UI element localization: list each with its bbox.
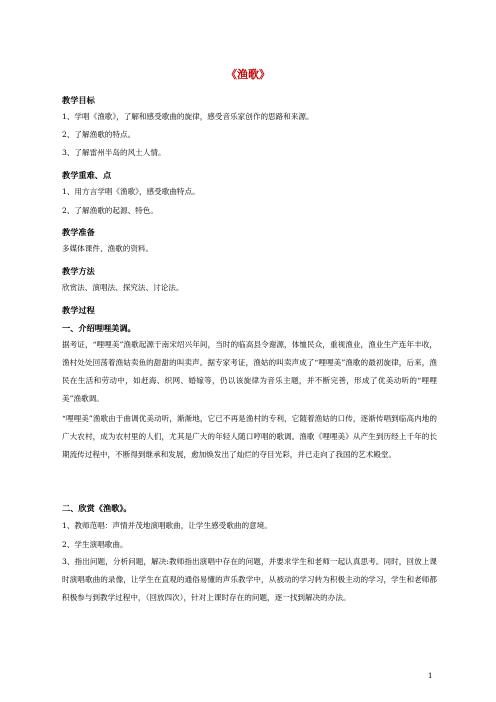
part1-paragraph-1: 据考证，“哩哩美”渔歌起源于南宋绍兴年间，当时的临高县令谢源，体恤民众，重视渔业，渔业生产连年丰收，渔村处处回荡着渔姑卖鱼的甜甜的叫卖声。据专家考证，渔姑的叫卖声成了“哩哩美”渔歌的最初旋律，后来，渔民在生活和劳动中，如赶海、织网、婚嫁等，仍以该旋律为音乐主题，并不断完善，形成了优美动听的“哩哩美”渔歌调。	[62, 340, 437, 403]
prep-text: 多媒体课件、渔歌的资料。	[62, 244, 154, 253]
document-title: 《渔歌》	[226, 68, 270, 81]
process-heading: 教学过程	[62, 305, 95, 315]
objective-item-2: 2、了解渔歌的特点。	[62, 130, 136, 139]
objective-item-3: 3、了解雷州半岛的风土人情。	[62, 148, 166, 157]
keypoint-item-1: 1、用方言学唱《渔歌》，感受歌曲特点。	[62, 187, 200, 196]
objectives-heading: 教学目标	[62, 95, 95, 105]
page-number: 1	[428, 672, 433, 680]
prep-heading: 教学准备	[62, 227, 95, 237]
objective-item-1: 1、学唱《渔歌》，了解和感受歌曲的旋律，感受音乐家创作的思路和来源。	[62, 112, 314, 121]
part2-item-2: 2、学生演唱歌曲。	[62, 540, 128, 549]
part1-heading: 一、介绍哩哩美调。	[62, 323, 136, 333]
part2-paragraph-3: 3、指出问题，分析问题，解决:教师指出演唱中存在的问题，并要求学生和老师一起认真思考。同时，回放上课时演唱歌曲的录像，让学生在直观的通俗易懂的声乐教学中，从被动的学习转为积极主动的学习，学生和老师都积极参与到教学过程中，（回放四次），针对上课时存在的问题，逐一找到解决的办法。	[62, 557, 437, 602]
keypoint-item-2: 2、了解渔歌的起源、特色。	[62, 206, 158, 215]
part2-item-1: 1、教师范唱：声情并茂地演唱歌曲，让学生感受歌曲的意境。	[62, 521, 272, 530]
methods-heading: 教学方法	[62, 266, 95, 276]
methods-text: 欣赏法、演唱法、探究法、讨论法。	[62, 283, 184, 292]
part2-heading: 二、欣赏《渔歌》。	[62, 503, 132, 513]
keypoints-heading: 教学重难、点	[62, 170, 112, 180]
part1-paragraph-2: “哩哩美”渔歌由于曲调优美动听，渐渐地，它已不再是渔村的专利，它随着渔姑的口传，逐渐传唱到临高内地的广大农村，成为农村里的人们，尤其是广大的年轻人随口哼唱的歌调。渔歌《哩哩美》从产生到历经上千年的长期流传过程中，不断得到继承和发展，愈加焕发出了灿烂的夺目光彩，并已走向了我国的艺术殿堂。	[62, 414, 437, 459]
